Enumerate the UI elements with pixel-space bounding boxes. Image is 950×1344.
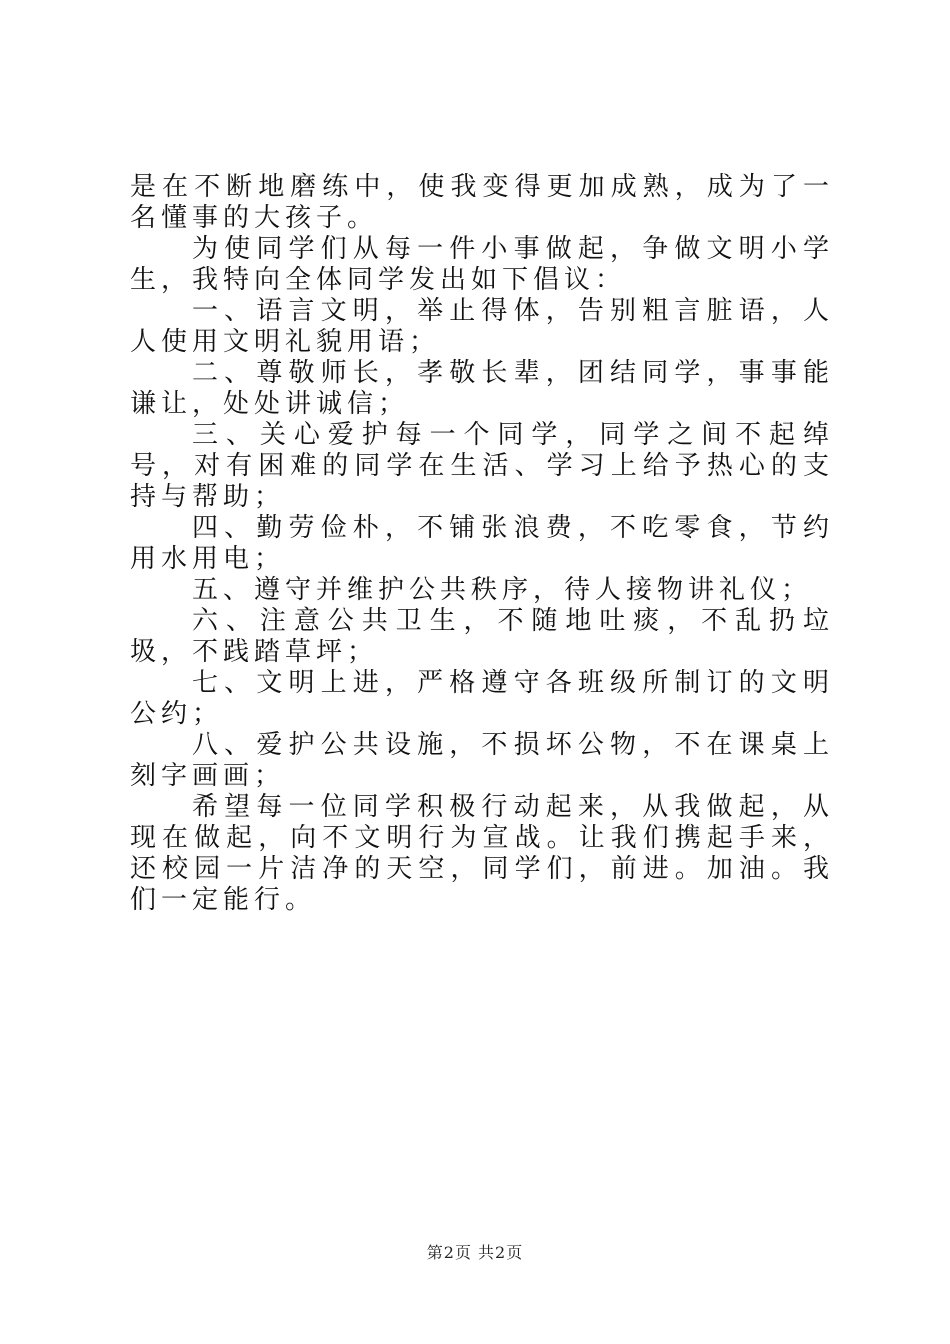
paragraph: 为使同学们从每一件小事做起，争做文明小学生，我特向全体同学发出如下倡议： bbox=[130, 234, 834, 295]
proposal-item-6: 六、注意公共卫生，不随地吐痰，不乱扔垃圾，不践踏草坪； bbox=[130, 606, 834, 667]
proposal-item-1: 一、语言文明，举止得体，告别粗言脏语，人人使用文明礼貌用语； bbox=[130, 296, 834, 357]
proposal-item-5: 五、遵守并维护公共秩序，待人接物讲礼仪； bbox=[192, 575, 813, 605]
page-number-footer: 第2页 共2页 bbox=[426, 1243, 524, 1262]
paragraph: 是在不断地磨练中，使我变得更加成熟，成为了一名懂事的大孩子。 bbox=[130, 172, 834, 233]
proposal-item-3: 三、关心爱护每一个同学，同学之间不起绰号，对有困难的同学在生活、学习上给予热心的支持与帮助； bbox=[130, 420, 834, 512]
proposal-item-4: 四、勤劳俭朴，不铺张浪费，不吃零食，节约用水用电； bbox=[130, 513, 834, 574]
closing-paragraph: 希望每一位同学积极行动起来，从我做起，从现在做起，向不文明行为宣战。让我们携起手来，还校园一片洁净的天空，同学们，前进。加油。我们一定能行。 bbox=[130, 792, 834, 915]
proposal-item-7: 七、文明上进，严格遵守各班级所制订的文明公约； bbox=[130, 668, 834, 729]
proposal-item-8: 八、爱护公共设施，不损坏公物，不在课桌上刻字画画； bbox=[130, 730, 834, 791]
document-body bbox=[130, 172, 834, 916]
proposal-item-2: 二、尊敬师长，孝敬长辈，团结同学，事事能谦让，处处讲诚信； bbox=[130, 358, 834, 419]
